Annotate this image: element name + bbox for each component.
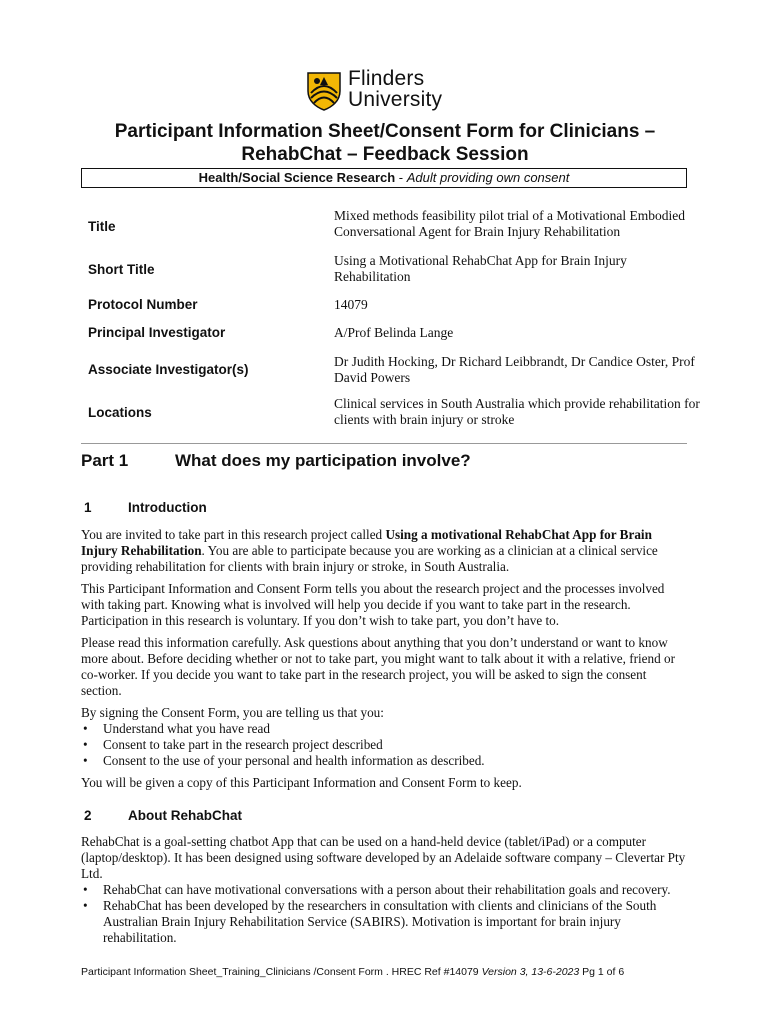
project-name: Using a motivational RehabChat App for Brain Injury Rehabilitation <box>81 527 652 558</box>
paragraph: Please read this information carefully. Ask questions about anything that you don’t understand or want to know more about. Before deciding whether or not to take part, you might want to talk about it with a relative, friend or co-worker. If you decide you want to take part in the research project, you will be asked to sign the consent section. <box>81 635 675 698</box>
intro-text-a: You are invited to take part in this research project called <box>81 527 386 542</box>
section1-body <box>81 527 689 791</box>
bullet: • <box>83 898 88 913</box>
info-label: Short Title <box>88 262 155 277</box>
flinders-logo <box>306 68 466 114</box>
info-value: A/Prof Belinda Lange <box>334 325 454 340</box>
bullet: • <box>83 721 88 736</box>
info-label: Title <box>88 219 116 234</box>
section-number: 1 <box>84 500 92 515</box>
section-title: Introduction <box>128 500 207 515</box>
info-value: 14079 <box>334 297 368 312</box>
consent-type: Adult providing own consent <box>406 170 570 185</box>
info-label: Principal Investigator <box>88 325 226 340</box>
research-type-box <box>81 168 687 188</box>
info-value: Clinical services in South Australia which provide rehabilitation for clients with brain injury or stroke <box>334 396 700 427</box>
info-label: Locations <box>88 405 152 420</box>
footer-version: Version 3, 13-6-2023 <box>481 966 580 978</box>
list-item <box>81 737 689 753</box>
list-item-text: RehabChat can have motivational conversations with a person about their rehabilitation goals and recovery. <box>103 882 671 897</box>
page-title <box>60 120 710 166</box>
logo-line1: Flinders <box>348 67 425 90</box>
info-value: Mixed methods feasibility pilot trial of a Motivational Embodied Conversational Agent for Brain Injury Rehabilitation <box>334 208 685 239</box>
footer-text: Participant Information Sheet_Training_Clinicians /Consent Form . HREC Ref #14079 <box>81 966 482 978</box>
bullet: • <box>83 882 88 897</box>
title-line2: RehabChat – Feedback Session <box>241 144 529 165</box>
page-footer <box>81 966 624 978</box>
list-item-text: Understand what you have read <box>103 721 270 736</box>
section-number: 2 <box>84 808 92 823</box>
title-line1: Participant Information Sheet/Consent Form for Clinicians – <box>114 121 656 142</box>
section2-body <box>81 834 689 946</box>
paragraph: You will be given a copy of this Participant Information and Consent Form to keep. <box>81 775 522 790</box>
list-item-text: Consent to take part in the research project described <box>103 737 383 752</box>
footer-page: Pg 1 of 6 <box>579 966 625 978</box>
bullet: • <box>83 737 88 752</box>
divider <box>81 443 687 444</box>
logo-line2: University <box>348 88 443 111</box>
list-item <box>81 721 689 737</box>
paragraph: By signing the Consent Form, you are telling us that you: <box>81 705 384 720</box>
part-title: What does my participation involve? <box>175 451 471 470</box>
research-type-separator: - <box>395 170 407 185</box>
info-label: Protocol Number <box>88 297 198 312</box>
paragraph: This Participant Information and Consent Form tells you about the research project and the processes involved with taking part. Knowing what is involved will help you decide if you want to take part in the research. Participation in this research is voluntary. If you don’t wish to take part, you don’t have to. <box>81 581 665 628</box>
info-label: Associate Investigator(s) <box>88 362 249 377</box>
info-value: Dr Judith Hocking, Dr Richard Leibbrandt, Dr Candice Oster, Prof David Powers <box>334 354 695 385</box>
paragraph: RehabChat is a goal-setting chatbot App that can be used on a hand-held device (tablet/iPad) or a computer (laptop/desktop). It has been designed using software developed by an Adelaide software company – Clevertar Pty Ltd. <box>81 834 686 881</box>
list-item <box>81 882 689 898</box>
research-type: Health/Social Science Research <box>198 170 396 185</box>
info-value: Using a Motivational RehabChat App for Brain Injury Rehabilitation <box>334 253 627 284</box>
bullet: • <box>83 753 88 768</box>
list-item <box>81 898 689 946</box>
part-number: Part 1 <box>81 451 129 470</box>
list-item <box>81 753 689 769</box>
section-title: About RehabChat <box>128 808 242 823</box>
list-item-text: RehabChat has been developed by the researchers in consultation with clients and clinicians of the South Australian Brain Injury Rehabilitation Service (SABIRS). Motivation is important for brain injury rehabilitation. <box>103 898 657 945</box>
intro-text-c: . You are able to participate because you are working as a clinician at a clinical service providing rehabilitation for clients with brain injury or stroke, in South Australia. <box>81 543 658 574</box>
shield-icon <box>306 71 342 111</box>
intro-paragraph <box>81 527 689 575</box>
list-item-text: Consent to the use of your personal and health information as described. <box>103 753 485 768</box>
